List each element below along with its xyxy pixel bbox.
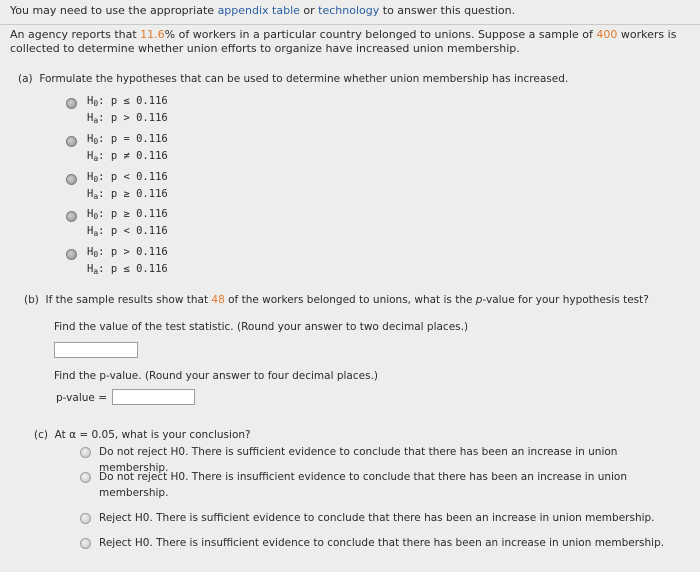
notice-middle: or <box>299 4 319 17</box>
h0-text: p < 0.116 <box>110 171 168 183</box>
conclusion-lead: Do not reject H0. <box>99 471 192 483</box>
conclusion-text: There is sufficient evidence to conclude that there has been an increase in union membership. <box>156 512 655 524</box>
part-b-question <box>24 293 692 307</box>
intro-text-2: % of workers in a particular country belonged to unions. Suppose a sample of <box>164 28 597 41</box>
conclusion-option-3[interactable] <box>80 510 690 526</box>
part-c-question <box>34 428 251 442</box>
notice-prefix: You may need to use the appropriate <box>10 4 218 17</box>
part-a-text: Formulate the hypotheses that can be used to determine whether union membership has increased. <box>39 73 569 85</box>
union-percent-value: 11.6 <box>140 28 165 41</box>
test-statistic-input[interactable] <box>54 342 138 358</box>
conclusion-option-2[interactable] <box>80 469 690 501</box>
conclusion-lead: Do not reject H0. <box>99 446 192 458</box>
radio-button[interactable] <box>66 211 77 222</box>
radio-button[interactable] <box>66 249 77 260</box>
part-c-text: At α = 0.05, what is your conclusion? <box>54 429 251 441</box>
technology-link[interactable]: technology <box>318 4 380 17</box>
ha-text: p > 0.116 <box>110 112 168 124</box>
radio-button[interactable] <box>66 174 77 185</box>
test-stat-prompt: Find the value of the test statistic. (Round your answer to two decimal places.) <box>54 321 469 333</box>
hypothesis-option-5[interactable]: H0: p > 0.116 Ha: p ≤ 0.116 <box>66 245 168 279</box>
part-a-label: (a) <box>18 73 33 85</box>
hypothesis-option-3[interactable]: H0: p < 0.116 Ha: p ≥ 0.116 <box>66 170 168 204</box>
hypothesis-option-2[interactable]: H0: p = 0.116 Ha: p ≠ 0.116 <box>66 132 168 166</box>
ha-text: p ≤ 0.116 <box>110 263 168 275</box>
part-c-label: (c) <box>34 429 48 441</box>
pvalue-input[interactable] <box>112 389 195 405</box>
ha-text: p ≥ 0.116 <box>110 188 168 200</box>
radio-button[interactable] <box>80 472 91 483</box>
conclusion-text: There is sufficient evidence to conclude that there has been an increase in union membership. <box>99 446 618 474</box>
h0-text: p > 0.116 <box>110 246 168 258</box>
part-a-question <box>18 72 568 86</box>
hypothesis-option-1[interactable]: H0: p ≤ 0.116 Ha: p > 0.116 <box>66 94 168 128</box>
radio-button[interactable] <box>80 513 91 524</box>
pvalue-label: p-value = <box>56 392 107 404</box>
h0-text: p = 0.116 <box>110 133 168 145</box>
union-count-value: 48 <box>211 294 225 306</box>
ha-text: p < 0.116 <box>110 225 168 237</box>
conclusion-option-4[interactable] <box>80 535 690 551</box>
instruction-notice <box>10 4 515 17</box>
notice-suffix: to answer this question. <box>379 4 516 17</box>
radio-button[interactable] <box>80 447 91 458</box>
appendix-table-link[interactable]: appendix table <box>217 4 300 17</box>
h0-text: p ≤ 0.116 <box>110 95 168 107</box>
ha-text: p ≠ 0.116 <box>110 150 168 162</box>
conclusion-lead: Reject H0. <box>99 512 157 524</box>
intro-text-3: workers is collected to determine whether union efforts to organize have increased union membership. <box>10 28 677 55</box>
conclusion-lead: Reject H0. <box>99 537 157 549</box>
radio-button[interactable] <box>66 136 77 147</box>
problem-statement <box>10 28 690 56</box>
separator <box>0 24 700 25</box>
h0-text: p ≥ 0.116 <box>110 208 168 220</box>
hypothesis-option-4[interactable]: H0: p ≥ 0.116 Ha: p < 0.116 <box>66 207 168 241</box>
part-b-text-3: p <box>475 294 483 306</box>
radio-button[interactable] <box>66 98 77 109</box>
part-b-text-2: of the workers belonged to unions, what is the <box>224 294 476 306</box>
radio-button[interactable] <box>80 538 91 549</box>
pvalue-prompt: Find the p-value. (Round your answer to four decimal places.) <box>54 370 379 382</box>
intro-text-1: An agency reports that <box>10 28 141 41</box>
conclusion-text: There is insufficient evidence to conclude that there has been an increase in union membership. <box>156 537 665 549</box>
sample-size-value: 400 <box>596 28 618 41</box>
part-b-text-4: -value for your hypothesis test? <box>482 294 649 306</box>
part-b-text-1: If the sample results show that <box>45 294 212 306</box>
conclusion-text: There is insufficient evidence to conclude that there has been an increase in union membership. <box>99 471 628 499</box>
part-b-label: (b) <box>24 294 39 306</box>
